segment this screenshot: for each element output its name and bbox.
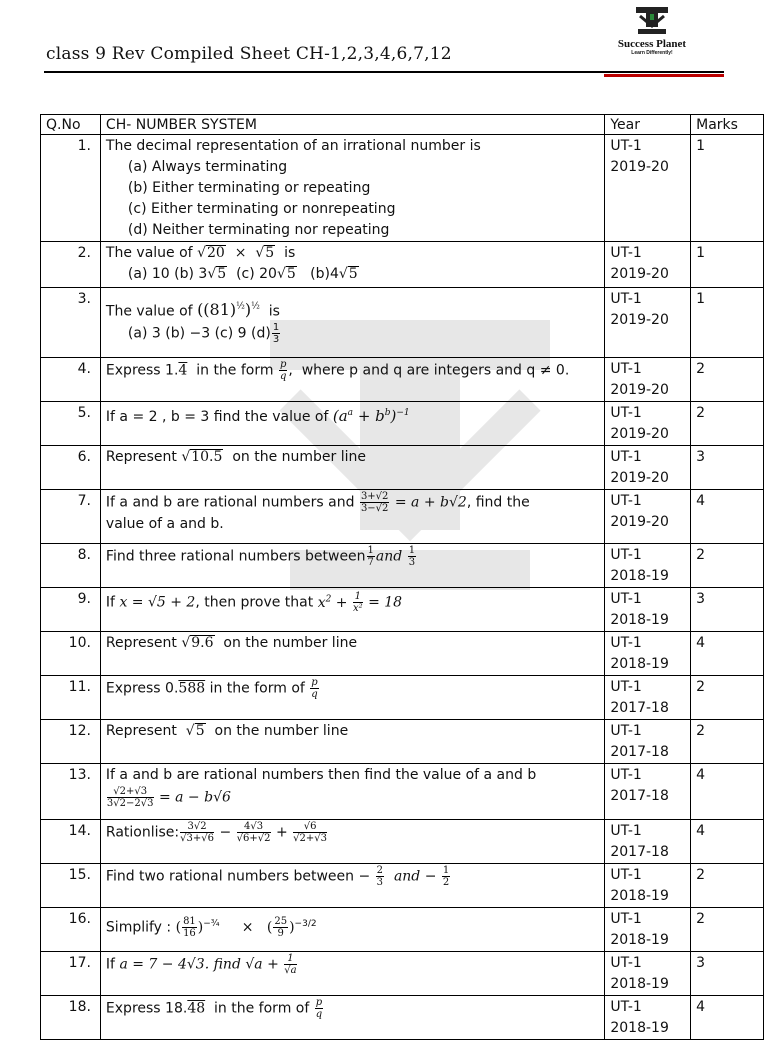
question-end: in the form of: [214, 1000, 310, 1017]
year-line-1: UT-1: [610, 449, 642, 465]
question-stem: If a and b are rational numbers then find the value of a and b: [105, 767, 537, 783]
year-cell: [605, 446, 691, 490]
conjunction: and: [393, 868, 421, 885]
table-row: [41, 996, 764, 1040]
option-b: (b) Either terminating or repeating: [127, 180, 371, 196]
repeating-digits: 588: [178, 680, 206, 697]
year-cell: [605, 996, 691, 1040]
marks-cell: 1: [691, 288, 764, 358]
question-text: Rationlise: $\frac{3√2}{√3+√6}$ − $\frac{4√3}{√6+√2}$ + $\frac{√6}{√2+√3}$: [100, 820, 604, 864]
marks-cell: 2: [691, 402, 764, 446]
option-d: (d) Neither terminating nor repeating: [127, 222, 390, 238]
marks-cell: 2: [691, 908, 764, 952]
year-cell: [605, 402, 691, 446]
question-stem: Represent: [105, 449, 177, 465]
table-row: [41, 544, 764, 588]
year-cell: [605, 288, 691, 358]
question-stem: If: [105, 956, 115, 973]
question-number: 16.: [41, 908, 101, 952]
question-stem: Find three rational numbers between: [105, 548, 366, 565]
year-line-2: 2018-19: [610, 568, 669, 584]
question-stem: Represent: [105, 723, 177, 739]
header-marks: Marks: [691, 115, 764, 135]
options-mid: (c) 20: [236, 266, 277, 282]
table-row: [41, 588, 764, 632]
year-line-2: 2018-19: [610, 888, 669, 904]
marks-cell: 3: [691, 588, 764, 632]
marks-cell: 2: [691, 676, 764, 720]
question-text: Represent √5 on the number line: [100, 720, 604, 764]
year-line-2: 2019-20: [610, 514, 669, 530]
table-row: [41, 676, 764, 720]
marks-cell: 2: [691, 864, 764, 908]
table-row: [41, 720, 764, 764]
year-line-2: 2017-18: [610, 788, 669, 804]
year-line-1: UT-1: [610, 547, 642, 563]
marks-cell: 4: [691, 996, 764, 1040]
question-text: If a = 2 , b = 3 find the value of $(a^a + b^b)^{-1}$: [100, 402, 604, 446]
document-title: class 9 Rev Compiled Sheet CH-1,2,3,4,6,7,12: [46, 44, 452, 64]
radicand: 9.6: [191, 635, 214, 651]
question-text: Represent √9.6 on the number line: [100, 632, 604, 676]
table-row: [41, 402, 764, 446]
question-stem: The value of: [105, 303, 193, 320]
table-row: [41, 632, 764, 676]
logo-tagline: Learn Differently!: [631, 50, 673, 56]
question-text: Express 1.4 in the form $\frac{p}{q}$ , where p and q are integers and q ≠ 0.: [100, 358, 604, 402]
header-accent-rule: [604, 74, 724, 77]
question-text: Express 18.48 in the form of $\frac{p}{q}$: [100, 996, 604, 1040]
question-mid: , then prove that: [195, 594, 314, 611]
year-line-1: UT-1: [610, 635, 642, 651]
table-header-row: [41, 115, 764, 135]
marks-cell: 2: [691, 720, 764, 764]
question-text: Express 0.588 in the form of $\frac{p}{q}$: [100, 676, 604, 720]
question-number: 3.: [41, 288, 101, 358]
question-text: If a and b are rational numbers then find the value of a and b $\frac{√2+√3}{3√2-2√3}$ = a − b√6: [100, 764, 604, 820]
question-text: The value of √20 × √5 is (a) 10 (b) 3√5 (c) 20√5 (b)4√5: [100, 242, 604, 288]
table-row: [41, 242, 764, 288]
year-cell: [605, 764, 691, 820]
table-row: [41, 864, 764, 908]
question-text: Find two rational numbers between − $\frac{2}{3}$ and − $\frac{1}{2}$: [100, 864, 604, 908]
question-stem: Find two rational numbers between: [105, 868, 355, 885]
question-stem-end: is: [268, 303, 280, 320]
header-year: Year: [605, 115, 691, 135]
question-stem-end: is: [284, 245, 296, 261]
question-number: 18.: [41, 996, 101, 1040]
question-stem: If a = 2 , b = 3 find the value of: [105, 409, 329, 425]
year-line-2: 2019-20: [610, 382, 669, 398]
table-row: [41, 952, 764, 996]
table-row: [41, 490, 764, 544]
logo-name: Success Planet: [617, 38, 687, 50]
year-line-1: UT-1: [610, 823, 642, 839]
header-qno: Q.No: [41, 115, 101, 135]
question-number: 1.: [41, 135, 101, 242]
question-text: If x = √5 + 2, then prove that $x^2$ + $\frac{1}{\text{x²}}$ = 18: [100, 588, 604, 632]
year-line-1: UT-1: [610, 361, 642, 377]
year-line-2: 2019-20: [610, 426, 669, 442]
table-row: [41, 288, 764, 358]
marks-cell: 1: [691, 135, 764, 242]
year-cell: [605, 490, 691, 544]
marks-cell: 4: [691, 820, 764, 864]
year-line-1: UT-1: [610, 767, 642, 783]
year-line-1: UT-1: [610, 955, 642, 971]
marks-cell: 2: [691, 544, 764, 588]
question-table: [40, 114, 764, 1040]
question-text: If a and b are rational numbers and $\frac{3+√2}{3-√2}$ = a + b√2, find the value of a and b.: [100, 490, 604, 544]
question-mid: in the form: [196, 362, 274, 379]
question-number: 4.: [41, 358, 101, 402]
table-row: [41, 820, 764, 864]
year-cell: [605, 135, 691, 242]
question-number: 8.: [41, 544, 101, 588]
question-stem: The decimal representation of an irrational number is: [105, 138, 481, 154]
year-line-2: 2017-18: [610, 700, 669, 716]
question-stem: If: [105, 594, 115, 611]
year-cell: [605, 908, 691, 952]
year-cell: [605, 242, 691, 288]
year-cell: [605, 720, 691, 764]
year-line-2: 2018-19: [610, 976, 669, 992]
question-number: 7.: [41, 490, 101, 544]
options: (a) 3 (b) −3 (c) 9 (d): [127, 325, 271, 342]
question-stem: Rationlise:: [105, 824, 180, 841]
table-row: [41, 135, 764, 242]
question-number: 14.: [41, 820, 101, 864]
year-line-2: 2019-20: [610, 159, 669, 175]
year-line-1: UT-1: [610, 138, 642, 154]
options-start: (a) 10 (b) 3: [127, 266, 208, 282]
question-line-2: value of a and b.: [105, 516, 224, 532]
year-cell: [605, 588, 691, 632]
question-text: Represent √10.5 on the number line: [100, 446, 604, 490]
success-planet-logo: [604, 4, 700, 56]
year-cell: [605, 864, 691, 908]
year-line-1: UT-1: [610, 723, 642, 739]
question-stem: Represent: [105, 635, 177, 651]
header-chapter: CH- NUMBER SYSTEM: [100, 115, 604, 135]
marks-cell: 1: [691, 242, 764, 288]
option-a: (a) Always terminating: [127, 159, 288, 175]
question-stem: Express 18.: [105, 1000, 188, 1017]
year-line-1: UT-1: [610, 493, 642, 509]
question-end: in the form of: [209, 680, 305, 697]
marks-cell: 4: [691, 490, 764, 544]
year-cell: [605, 358, 691, 402]
question-number: 11.: [41, 676, 101, 720]
question-number: 5.: [41, 402, 101, 446]
question-text: Find three rational numbers between $\frac{1}{7}$ and $\frac{1}{3}$: [100, 544, 604, 588]
question-end: where p and q are integers and q ≠ 0.: [301, 362, 570, 379]
table-row: [41, 358, 764, 402]
table-row: [41, 908, 764, 952]
question-end: , find the: [466, 494, 530, 511]
logo-mark-icon: [632, 4, 672, 38]
question-number: 17.: [41, 952, 101, 996]
year-line-2: 2017-18: [610, 744, 669, 760]
question-stem: If a and b are rational numbers and: [105, 494, 355, 511]
question-number: 10.: [41, 632, 101, 676]
repeating-digits: 4: [178, 362, 188, 379]
marks-cell: 2: [691, 358, 764, 402]
year-line-1: UT-1: [610, 679, 642, 695]
year-cell: [605, 676, 691, 720]
question-stem: Simplify :: [105, 919, 172, 936]
question-stem: Express 1.: [105, 362, 179, 379]
year-line-2: 2018-19: [610, 612, 669, 628]
header-rule: [44, 71, 724, 73]
year-line-2: 2019-20: [610, 470, 669, 486]
options-end: (b)4: [310, 266, 339, 282]
year-line-1: UT-1: [610, 291, 642, 307]
marks-cell: 3: [691, 952, 764, 996]
table-row: [41, 764, 764, 820]
year-line-2: 2017-18: [610, 844, 669, 860]
question-text: The value of $((81)^{\frac{1}{2}})^{\frac{1}{2}}$ is (a) 3 (b) −3 (c) 9 (d) $\frac{1}{3}$: [100, 288, 604, 358]
question-number: 6.: [41, 446, 101, 490]
year-line-2: 2019-20: [610, 312, 669, 328]
question-text: Simplify : ( $\frac{81}{16}$ )$^{-\frac{3}{4}}$ × ( $\frac{25}{9}$ )$^{-3/2}$: [100, 908, 604, 952]
year-cell: [605, 632, 691, 676]
question-number: 15.: [41, 864, 101, 908]
question-stem: The value of: [105, 245, 193, 261]
marks-cell: 3: [691, 446, 764, 490]
question-end: on the number line: [232, 449, 366, 465]
year-line-2: 2018-19: [610, 932, 669, 948]
year-line-1: UT-1: [610, 405, 642, 421]
year-line-1: UT-1: [610, 999, 642, 1015]
question-number: 12.: [41, 720, 101, 764]
table-row: [41, 446, 764, 490]
year-line-1: UT-1: [610, 911, 642, 927]
question-text: [100, 135, 604, 242]
radicand: 10.5: [191, 449, 223, 465]
question-stem: Express 0.: [105, 680, 179, 697]
year-cell: [605, 544, 691, 588]
year-line-1: UT-1: [610, 591, 642, 607]
question-number: 13.: [41, 764, 101, 820]
question-end: on the number line: [223, 635, 358, 651]
marks-cell: 4: [691, 764, 764, 820]
question-text: If a = 7 − 4√3. find √a + $\frac{1}{√a}$: [100, 952, 604, 996]
question-number: 2.: [41, 242, 101, 288]
radicand: 5: [195, 723, 205, 739]
year-line-1: UT-1: [610, 867, 642, 883]
year-line-1: UT-1: [610, 245, 642, 261]
year-line-2: 2018-19: [610, 1020, 669, 1036]
year-cell: [605, 952, 691, 996]
marks-cell: 4: [691, 632, 764, 676]
question-number: 9.: [41, 588, 101, 632]
option-c: (c) Either terminating or nonrepeating: [127, 201, 396, 217]
year-line-2: 2018-19: [610, 656, 669, 672]
year-cell: [605, 820, 691, 864]
repeating-digits: 48: [187, 1000, 206, 1017]
question-end: on the number line: [214, 723, 349, 739]
year-line-2: 2019-20: [610, 266, 669, 282]
